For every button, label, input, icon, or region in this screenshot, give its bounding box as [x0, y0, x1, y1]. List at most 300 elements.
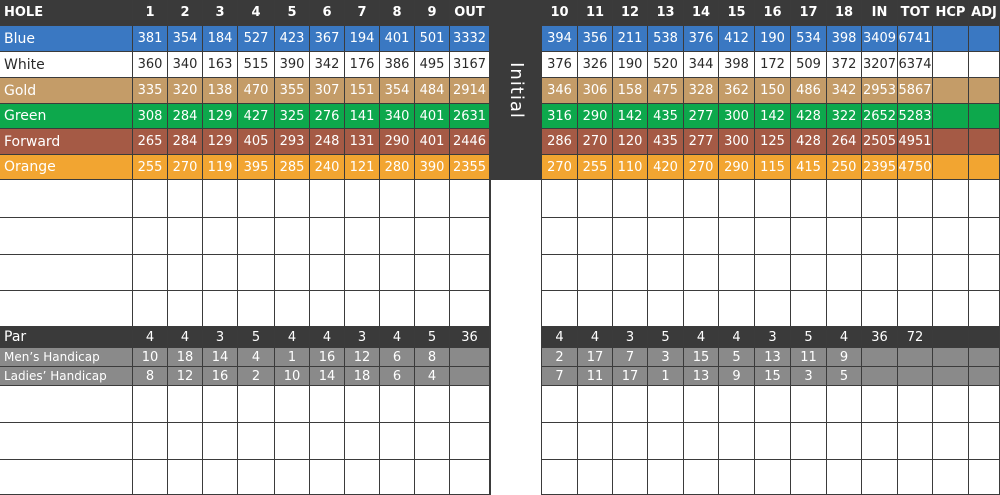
tee-row-gold-front-cell: 335: [133, 78, 168, 104]
tee-row-green-back-cell: [969, 104, 1000, 129]
tee-row-gold-back-cell: 328: [684, 78, 719, 104]
ladies-handicap-row-back-cell: 9: [719, 367, 755, 386]
tee-row-gold-front-cell: 484: [415, 78, 450, 104]
blank-score-row-front-cell: [450, 180, 490, 218]
blank-score-row-back-cell: [862, 460, 898, 495]
blank-score-row-back-cell: [969, 180, 1000, 218]
blank-score-row-back-cell: [719, 218, 755, 255]
blank-score-row-back-cell: [613, 291, 648, 327]
blank-score-row-back-cell: [684, 386, 719, 423]
tee-row-gold-back-cell: [933, 78, 969, 104]
blank-score-row-back-cell: [719, 386, 755, 423]
ladies-handicap-row-back-cell: 13: [684, 367, 719, 386]
tee-row-gold-back-cell: 5867: [898, 78, 933, 104]
header-row-back-cell: 12: [613, 0, 648, 26]
tee-row-gold-back-cell: 150: [755, 78, 791, 104]
blank-score-row-back-cell: [933, 218, 969, 255]
tee-row-blue-back-cell: 538: [648, 26, 684, 52]
mens-handicap-row-front-cell: 12: [345, 348, 380, 367]
blank-score-row-front-cell: [238, 423, 275, 460]
par-row-front-cell: 4: [133, 327, 168, 348]
tee-row-blue-front-cell: 3332: [450, 26, 490, 52]
header-row-front-cell: OUT: [450, 0, 490, 26]
tee-row-green-front-cell: 129: [203, 104, 238, 129]
blank-score-row-front-cell: [238, 218, 275, 255]
blank-score-row-front-cell: [450, 423, 490, 460]
tee-row-green-back-cell: 322: [827, 104, 862, 129]
blank-score-row-front-cell: [238, 180, 275, 218]
par-row-back-cell: 36: [862, 327, 898, 348]
tee-row-blue-front-cell: 527: [238, 26, 275, 52]
blank-score-row-label: [0, 423, 133, 460]
blank-score-row-front-cell: [168, 180, 203, 218]
ladies-handicap-row-front-cell: 8: [133, 367, 168, 386]
tee-row-forward-back-cell: 120: [613, 129, 648, 155]
mens-handicap-row-front-cell: [450, 348, 490, 367]
tee-row-forward-label: Forward: [0, 129, 133, 155]
tee-row-forward-back-cell: 286: [542, 129, 578, 155]
blank-score-row-back-cell: [933, 255, 969, 291]
tee-row-orange-front-cell: 2355: [450, 155, 490, 180]
tee-row-white-front-cell: 3167: [450, 52, 490, 78]
blank-score-row-back-cell: [542, 460, 578, 495]
par-row-front-cell: 3: [345, 327, 380, 348]
tee-row-green-back-cell: 142: [613, 104, 648, 129]
blank-score-row-front-cell: [238, 255, 275, 291]
tee-row-blue-back-cell: 356: [578, 26, 613, 52]
tee-row-orange-front-cell: 121: [345, 155, 380, 180]
blank-score-row-front-cell: [203, 291, 238, 327]
tee-row-green-front-cell: 427: [238, 104, 275, 129]
ladies-handicap-row-back-cell: [969, 367, 1000, 386]
blank-score-row-front-cell: [275, 291, 310, 327]
blank-score-row-label: [0, 180, 133, 218]
tee-row-forward-front-cell: 129: [203, 129, 238, 155]
tee-row-green-front-cell: 325: [275, 104, 310, 129]
tee-row-gold-back-cell: 342: [827, 78, 862, 104]
blank-score-row-front-cell: [310, 386, 345, 423]
blank-score-row-back-cell: [969, 460, 1000, 495]
tee-row-orange-back-cell: 270: [542, 155, 578, 180]
ladies-handicap-row-back-cell: 7: [542, 367, 578, 386]
blank-score-row-back-cell: [898, 291, 933, 327]
blank-score-row-front-cell: [168, 218, 203, 255]
tee-row-white-back-cell: 3207: [862, 52, 898, 78]
blank-score-row-back-cell: [719, 460, 755, 495]
blank-score-row-label: [0, 291, 133, 327]
tee-row-forward-front-cell: 405: [238, 129, 275, 155]
blank-score-row-back-cell: [684, 218, 719, 255]
tee-row-orange-front-cell: 255: [133, 155, 168, 180]
blank-score-row-front-cell: [203, 218, 238, 255]
blank-score-row-back-cell: [578, 423, 613, 460]
par-row-label: Par: [0, 327, 133, 348]
tee-row-orange-back-cell: 110: [613, 155, 648, 180]
par-row-back-cell: 72: [898, 327, 933, 348]
ladies-handicap-row-label: Ladies’ Handicap: [0, 367, 133, 386]
ladies-handicap-row-back-cell: 11: [578, 367, 613, 386]
blank-score-row-front-cell: [168, 423, 203, 460]
mens-handicap-row-front-cell: 14: [203, 348, 238, 367]
header-row-back-cell: 13: [648, 0, 684, 26]
blank-score-row-back-cell: [684, 460, 719, 495]
blank-score-row-front-cell: [450, 255, 490, 291]
tee-row-forward-back-cell: 4951: [898, 129, 933, 155]
par-row-front-cell: 4: [380, 327, 415, 348]
tee-row-gold-front-cell: 354: [380, 78, 415, 104]
tee-row-gold-back-cell: [969, 78, 1000, 104]
blank-score-row-back-cell: [578, 291, 613, 327]
blank-score-row-back-cell: [578, 386, 613, 423]
blank-score-row-back-cell: [933, 460, 969, 495]
initial-label-wrap: [490, 0, 542, 180]
blank-score-row-back-cell: [827, 180, 862, 218]
blank-score-row-back-cell: [862, 291, 898, 327]
blank-score-row-back-cell: [933, 423, 969, 460]
blank-score-row-front-cell: [380, 255, 415, 291]
ladies-handicap-row-front-cell: 14: [310, 367, 345, 386]
tee-row-orange-back-cell: 415: [791, 155, 827, 180]
ladies-handicap-row-front-cell: 4: [415, 367, 450, 386]
blank-score-row-front-cell: [275, 386, 310, 423]
tee-row-white-back-cell: 6374: [898, 52, 933, 78]
mens-handicap-row-front-cell: 18: [168, 348, 203, 367]
header-row-back-cell: 16: [755, 0, 791, 26]
blank-score-row-back-cell: [791, 460, 827, 495]
blank-score-row-front-cell: [345, 291, 380, 327]
tee-row-gold-back-cell: 346: [542, 78, 578, 104]
tee-row-green-back-cell: 300: [719, 104, 755, 129]
ladies-handicap-row-front-cell: 2: [238, 367, 275, 386]
ladies-handicap-row-front-cell: [450, 367, 490, 386]
blank-score-row-front-cell: [275, 423, 310, 460]
tee-row-blue-front-cell: 367: [310, 26, 345, 52]
blank-score-row-back-cell: [613, 460, 648, 495]
tee-row-forward-front-cell: 265: [133, 129, 168, 155]
blank-score-row-front-cell: [450, 291, 490, 327]
tee-row-orange-front-cell: 240: [310, 155, 345, 180]
tee-row-white-back-cell: 520: [648, 52, 684, 78]
blank-score-row-front-cell: [275, 218, 310, 255]
blank-score-row-back-cell: [827, 255, 862, 291]
mens-handicap-row-back-cell: 3: [648, 348, 684, 367]
blank-score-row-back-cell: [755, 180, 791, 218]
blank-score-row-front-cell: [310, 218, 345, 255]
tee-row-forward-back-cell: 270: [578, 129, 613, 155]
blank-score-row-back-cell: [648, 291, 684, 327]
blank-score-row-back-cell: [898, 180, 933, 218]
blank-score-row-front-cell: [275, 460, 310, 495]
blank-score-row-front-cell: [380, 423, 415, 460]
ladies-handicap-row-back-cell: [898, 367, 933, 386]
tee-row-green-back-cell: 290: [578, 104, 613, 129]
tee-row-green-front-cell: 141: [345, 104, 380, 129]
tee-row-orange-back-cell: 270: [684, 155, 719, 180]
par-row-front-cell: 5: [238, 327, 275, 348]
tee-row-gold-back-cell: 158: [613, 78, 648, 104]
blank-score-row-front-cell: [275, 180, 310, 218]
blank-score-row-back-cell: [898, 386, 933, 423]
blank-score-row-front-cell: [310, 460, 345, 495]
blank-score-row-back-cell: [969, 218, 1000, 255]
tee-row-forward-front-cell: 248: [310, 129, 345, 155]
blank-score-row-back-cell: [542, 386, 578, 423]
tee-row-orange-back-cell: 290: [719, 155, 755, 180]
ladies-handicap-row-front-cell: 16: [203, 367, 238, 386]
tee-row-white-back-cell: 326: [578, 52, 613, 78]
par-row-front-cell: 4: [310, 327, 345, 348]
blank-score-row-front-cell: [133, 460, 168, 495]
blank-score-row-back-cell: [755, 218, 791, 255]
par-row-back-cell: 3: [613, 327, 648, 348]
blank-score-row-back-cell: [827, 423, 862, 460]
header-row-front-cell: 8: [380, 0, 415, 26]
header-row-front-cell: 9: [415, 0, 450, 26]
blank-score-row-back-cell: [648, 460, 684, 495]
mens-handicap-row-back-cell: 9: [827, 348, 862, 367]
blank-score-row-back-cell: [648, 218, 684, 255]
tee-row-green-front-cell: 276: [310, 104, 345, 129]
par-row-back-cell: 5: [648, 327, 684, 348]
blank-score-row-back-cell: [791, 386, 827, 423]
par-row-back-cell: [933, 327, 969, 348]
blank-score-row-back-cell: [862, 180, 898, 218]
blank-score-row-front-cell: [415, 386, 450, 423]
tee-row-forward-front-cell: 290: [380, 129, 415, 155]
tee-row-orange-front-cell: 119: [203, 155, 238, 180]
tee-row-white-front-cell: 360: [133, 52, 168, 78]
blank-score-row-back-cell: [648, 180, 684, 218]
header-row-back-cell: ADJ: [969, 0, 1000, 26]
tee-row-orange-label: Orange: [0, 155, 133, 180]
blank-score-row-front-cell: [380, 460, 415, 495]
blank-score-row-back-cell: [933, 291, 969, 327]
blank-score-row-front-cell: [275, 255, 310, 291]
blank-score-row-back-cell: [613, 423, 648, 460]
tee-row-forward-back-cell: 428: [791, 129, 827, 155]
tee-row-gold-front-cell: 355: [275, 78, 310, 104]
tee-row-green-back-cell: 5283: [898, 104, 933, 129]
tee-row-blue-back-cell: 412: [719, 26, 755, 52]
blank-score-row-front-cell: [238, 460, 275, 495]
blank-score-row-front-cell: [380, 291, 415, 327]
tee-row-orange-back-cell: 420: [648, 155, 684, 180]
tee-row-blue-back-cell: 534: [791, 26, 827, 52]
blank-score-row-front-cell: [345, 386, 380, 423]
tee-row-blue-front-cell: 423: [275, 26, 310, 52]
blank-score-row-front-cell: [450, 386, 490, 423]
tee-row-blue-back-cell: 376: [684, 26, 719, 52]
tee-row-green-front-cell: 340: [380, 104, 415, 129]
blank-score-row-front-cell: [310, 255, 345, 291]
ladies-handicap-row-back-cell: [862, 367, 898, 386]
tee-row-orange-front-cell: 270: [168, 155, 203, 180]
blank-score-row-back-cell: [542, 180, 578, 218]
tee-row-white-front-cell: 342: [310, 52, 345, 78]
blank-score-row-back-cell: [578, 218, 613, 255]
blank-score-row-front-cell: [168, 386, 203, 423]
tee-row-green-back-cell: 277: [684, 104, 719, 129]
blank-score-row-front-cell: [238, 291, 275, 327]
tee-row-green-back-cell: 428: [791, 104, 827, 129]
mens-handicap-row-back-cell: [933, 348, 969, 367]
blank-score-row-back-cell: [827, 291, 862, 327]
blank-score-row-back-cell: [542, 423, 578, 460]
tee-row-white-back-cell: 172: [755, 52, 791, 78]
tee-row-orange-front-cell: 395: [238, 155, 275, 180]
blank-score-row-front-cell: [238, 386, 275, 423]
header-row-front-cell: 5: [275, 0, 310, 26]
blank-score-row-front-cell: [415, 255, 450, 291]
mens-handicap-row-back-cell: [898, 348, 933, 367]
tee-row-green-back-cell: [933, 104, 969, 129]
par-row-back-cell: 3: [755, 327, 791, 348]
par-row-back-cell: [969, 327, 1000, 348]
blank-score-row-back-cell: [791, 255, 827, 291]
blank-score-row-front-cell: [310, 180, 345, 218]
tee-row-blue-front-cell: 194: [345, 26, 380, 52]
tee-row-forward-front-cell: 284: [168, 129, 203, 155]
tee-row-orange-front-cell: 285: [275, 155, 310, 180]
initial-column-lower: [490, 180, 542, 495]
ladies-handicap-row-back-cell: [933, 367, 969, 386]
mens-handicap-row-back-cell: 2: [542, 348, 578, 367]
tee-row-white-label: White: [0, 52, 133, 78]
tee-row-blue-back-cell: [933, 26, 969, 52]
tee-row-white-front-cell: 340: [168, 52, 203, 78]
blank-score-row-back-cell: [755, 386, 791, 423]
par-row-back-cell: 4: [542, 327, 578, 348]
mens-handicap-row-back-cell: 11: [791, 348, 827, 367]
blank-score-row-back-cell: [898, 218, 933, 255]
blank-score-row-back-cell: [578, 180, 613, 218]
mens-handicap-row-back-cell: [862, 348, 898, 367]
tee-row-green-back-cell: 435: [648, 104, 684, 129]
blank-score-row-front-cell: [168, 291, 203, 327]
blank-score-row-front-cell: [345, 180, 380, 218]
blank-score-row-back-cell: [791, 180, 827, 218]
blank-score-row-front-cell: [345, 255, 380, 291]
blank-score-row-front-cell: [133, 255, 168, 291]
mens-handicap-row-front-cell: 8: [415, 348, 450, 367]
mens-handicap-row-front-cell: 6: [380, 348, 415, 367]
mens-handicap-row-back-cell: 13: [755, 348, 791, 367]
blank-score-row-front-cell: [133, 180, 168, 218]
tee-row-orange-front-cell: 390: [415, 155, 450, 180]
blank-score-row-back-cell: [755, 423, 791, 460]
blank-score-row-back-cell: [719, 255, 755, 291]
header-row-front-cell: 6: [310, 0, 345, 26]
blank-score-row-front-cell: [203, 386, 238, 423]
par-row-front-cell: 3: [203, 327, 238, 348]
header-row-front-cell: 7: [345, 0, 380, 26]
tee-row-gold-back-cell: 475: [648, 78, 684, 104]
header-row-back-cell: TOT: [898, 0, 933, 26]
ladies-handicap-row-front-cell: 18: [345, 367, 380, 386]
tee-row-gold-back-cell: 486: [791, 78, 827, 104]
mens-handicap-row-front-cell: 1: [275, 348, 310, 367]
tee-row-white-back-cell: 509: [791, 52, 827, 78]
tee-row-blue-back-cell: 398: [827, 26, 862, 52]
blank-score-row-label: [0, 460, 133, 495]
tee-row-gold-front-cell: 320: [168, 78, 203, 104]
header-row-back-cell: IN: [862, 0, 898, 26]
blank-score-row-front-cell: [415, 291, 450, 327]
tee-row-forward-back-cell: 277: [684, 129, 719, 155]
tee-row-blue-back-cell: 190: [755, 26, 791, 52]
tee-row-gold-front-cell: 138: [203, 78, 238, 104]
header-row-front-cell: 4: [238, 0, 275, 26]
blank-score-row-back-cell: [755, 255, 791, 291]
blank-score-row-front-cell: [415, 460, 450, 495]
par-row-front-cell: 4: [168, 327, 203, 348]
mens-handicap-row-back-cell: 17: [578, 348, 613, 367]
tee-row-white-front-cell: 163: [203, 52, 238, 78]
blank-score-row-back-cell: [862, 255, 898, 291]
blank-score-row-label: [0, 255, 133, 291]
tee-row-blue-label: Blue: [0, 26, 133, 52]
tee-row-blue-front-cell: 401: [380, 26, 415, 52]
par-row-front-cell: 4: [275, 327, 310, 348]
mens-handicap-row-back-cell: 5: [719, 348, 755, 367]
tee-row-blue-back-cell: 394: [542, 26, 578, 52]
tee-row-orange-back-cell: 250: [827, 155, 862, 180]
tee-row-blue-front-cell: 501: [415, 26, 450, 52]
tee-row-forward-back-cell: 2505: [862, 129, 898, 155]
tee-row-forward-back-cell: [933, 129, 969, 155]
tee-row-orange-back-cell: [933, 155, 969, 180]
tee-row-orange-front-cell: 280: [380, 155, 415, 180]
tee-row-blue-back-cell: 6741: [898, 26, 933, 52]
blank-score-row-back-cell: [862, 218, 898, 255]
blank-score-row-back-cell: [613, 255, 648, 291]
blank-score-row-front-cell: [415, 423, 450, 460]
tee-row-forward-back-cell: [969, 129, 1000, 155]
header-row-front-cell: 1: [133, 0, 168, 26]
blank-score-row-front-cell: [415, 218, 450, 255]
blank-score-row-front-cell: [380, 218, 415, 255]
ladies-handicap-row-back-cell: 5: [827, 367, 862, 386]
tee-row-gold-back-cell: 362: [719, 78, 755, 104]
blank-score-row-back-cell: [578, 255, 613, 291]
blank-score-row-back-cell: [719, 423, 755, 460]
ladies-handicap-row-front-cell: 6: [380, 367, 415, 386]
blank-score-row-label: [0, 218, 133, 255]
blank-score-row-front-cell: [310, 423, 345, 460]
blank-score-row-front-cell: [450, 460, 490, 495]
par-row-back-cell: 4: [719, 327, 755, 348]
ladies-handicap-row-back-cell: 17: [613, 367, 648, 386]
blank-score-row-back-cell: [684, 255, 719, 291]
header-row-back-cell: 11: [578, 0, 613, 26]
tee-row-forward-back-cell: 125: [755, 129, 791, 155]
tee-row-green-back-cell: 316: [542, 104, 578, 129]
blank-score-row-back-cell: [969, 291, 1000, 327]
blank-score-row-back-cell: [969, 386, 1000, 423]
blank-score-row-back-cell: [684, 423, 719, 460]
blank-score-row-back-cell: [827, 218, 862, 255]
blank-score-row-front-cell: [203, 180, 238, 218]
blank-score-row-back-cell: [578, 460, 613, 495]
blank-score-row-front-cell: [345, 218, 380, 255]
blank-score-row-back-cell: [684, 180, 719, 218]
tee-row-orange-back-cell: 4750: [898, 155, 933, 180]
blank-score-row-front-cell: [133, 423, 168, 460]
par-row-back-cell: 4: [827, 327, 862, 348]
tee-row-gold-front-cell: 470: [238, 78, 275, 104]
blank-score-row-back-cell: [862, 386, 898, 423]
tee-row-forward-back-cell: 300: [719, 129, 755, 155]
